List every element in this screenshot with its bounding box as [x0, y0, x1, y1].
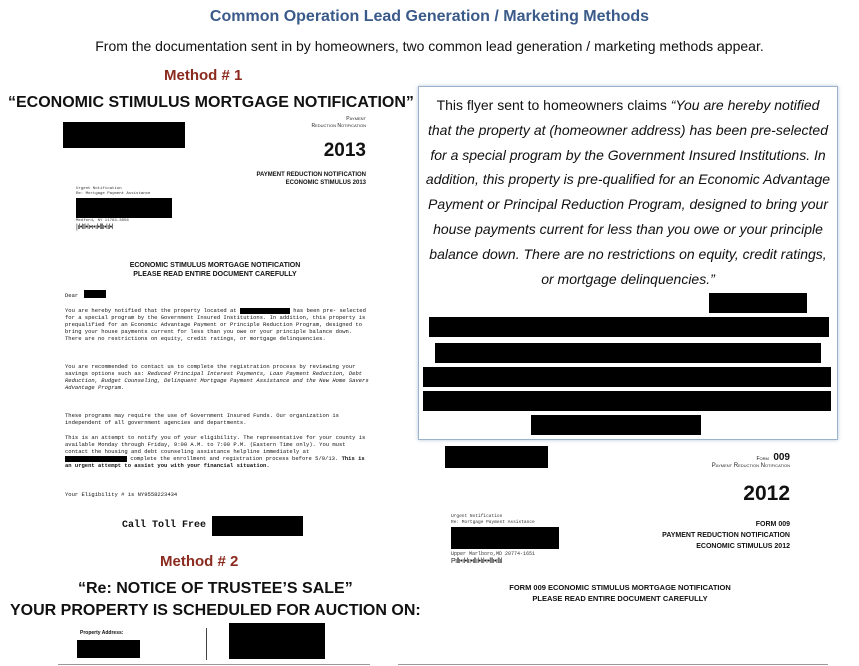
- letter-para1-a: You are hereby notified that the property located at: [65, 307, 237, 314]
- letter-para4-c: This is an urgent attempt to assist you with your financial situation.: [65, 455, 365, 469]
- letter-para2-a: You are recommended to contact us to complete the registration process by reviewing your savings options such as:: [65, 363, 356, 377]
- letter2-corner-line: Payment Reduction Notification: [711, 463, 790, 469]
- letter-addr-line2: Re: Mortgage Payment Assistance: [76, 192, 151, 196]
- page-edge-line: [398, 664, 828, 665]
- redaction-block: [65, 456, 127, 462]
- letter-para4: [65, 434, 370, 469]
- letter-para1-b: has been pre- selected for a special program by the Government Insured Institutions. In addition, this property is prequalified for an Economic Advantage Payment or Principle Reduction Program, designed to bring your house payments current for less than you owe or your principle balance down. There are no restrictions on equity, credit ratings, or mortgage delinquencies.: [65, 307, 366, 342]
- redaction-block: [63, 122, 185, 148]
- letter2-barcode: Pıllı•ıl•lıı•ıllıl•lıl•ı•lllı•ıllıl: [451, 558, 502, 565]
- letter-prn-line2: ECONOMIC STIMULUS 2013: [285, 180, 366, 186]
- redaction-block: [240, 308, 290, 314]
- letter-para4-b: complete the enrollment and registration process before 5/9/13.: [130, 455, 339, 462]
- redaction-block: [423, 367, 831, 387]
- callout-quote: “You are hereby notified that the property at (homeowner address) has been pre-selected for a special program by the Government Insured Institutions. In addition, this property is pre-qualified for an Economic Advantage Payment or Principal Reduction Program, designed to bring your house payments current for less than you owe or your principle balance down. There are no restrictions on equity, credit ratings, or mortgage delinquencies.”: [425, 97, 831, 287]
- letter-addr-city: Medford, NY 11763-3056: [76, 219, 129, 223]
- letter-para2: [65, 363, 370, 391]
- letter-corner-line2: Reduction Notification: [311, 123, 366, 129]
- letter2-form-prefix: Form: [756, 456, 769, 462]
- method-2-label: Method # 2: [160, 553, 239, 570]
- callout-lead: This flyer sent to homeowners claims: [436, 97, 667, 113]
- redaction-block: [451, 527, 559, 549]
- redaction-block: [84, 290, 106, 298]
- letter2-doc-title1: FORM 009 ECONOMIC STIMULUS MORTGAGE NOTIFICATION: [509, 583, 731, 592]
- letter-para4-a: This is an attempt to notify you of your eligibility. The representative for your county is available Monday through Friday, 9:00 A.M. to 7:00 P.M. (Eastern Time only). You must contact the housing and debt counseling assistance helpline immediately at: [65, 434, 366, 455]
- letter-para2-b: Reduced Principal Interest Payments, Loan Payment Reduction, Debt Reduction, Budget Counseling, Delinquent Mortgage Payment Assistance and the New Home Savers Advantage Program.: [65, 370, 369, 391]
- redaction-block: [429, 317, 829, 337]
- redaction-block: [77, 640, 140, 658]
- redaction-block: [709, 293, 807, 313]
- notice-divider: [206, 628, 207, 660]
- notice-property-address-label: Property Address:: [80, 630, 124, 636]
- page-subtitle: From the documentation sent in by homeowners, two common lead generation / marketing methods appear.: [95, 38, 764, 54]
- redaction-block: [445, 446, 548, 468]
- letter-year: 2013: [323, 140, 366, 161]
- redaction-block: [76, 198, 172, 218]
- letter2-form-line2: PAYMENT REDUCTION NOTIFICATION: [662, 532, 790, 539]
- letter-prn-line1: PAYMENT REDUCTION NOTIFICATION: [256, 172, 366, 178]
- page-title: Common Operation Lead Generation / Marketing Methods: [209, 8, 650, 25]
- redaction-block: [423, 391, 831, 411]
- letter-dear: Dear: [65, 292, 79, 299]
- letter-para3: These programs may require the use of Government Insured Funds. Our organization is independent of all government agencies and departments.: [65, 412, 339, 426]
- letter2-addr-line2: Re: Mortgage Payment Assistance: [451, 520, 535, 525]
- letter-para1: [65, 307, 370, 342]
- method-2-heading2: YOUR PROPERTY IS SCHEDULED FOR AUCTION ON:: [10, 602, 421, 619]
- letter-barcode: |ıl•lIl•lı•ı•ıl•lllı•lıl•l: [76, 224, 113, 231]
- method-1-heading: “ECONOMIC STIMULUS MORTGAGE NOTIFICATION”: [8, 94, 414, 111]
- redaction-block: [531, 415, 701, 435]
- letter2-doc-title2: PLEASE READ ENTIRE DOCUMENT CAREFULLY: [532, 594, 708, 603]
- callout-text: [425, 93, 831, 291]
- letter2-year: 2012: [743, 482, 790, 505]
- letter-doc-title2: PLEASE READ ENTIRE DOCUMENT CAREFULLY: [133, 271, 297, 278]
- letter2-addr-line1: Urgent Notification: [451, 514, 503, 519]
- flyer-claim-callout: [418, 86, 838, 440]
- letter-doc-title1: ECONOMIC STIMULUS MORTGAGE NOTIFICATION: [129, 262, 301, 269]
- redaction-block: [435, 343, 821, 363]
- letter-call-toll-free: Call Toll Free: [122, 520, 207, 531]
- letter-addr-line1: Urgent Notification: [76, 187, 122, 191]
- method-1-label: Method # 1: [164, 67, 243, 84]
- method-2-heading1: “Re: NOTICE OF TRUSTEE’S SALE”: [78, 580, 353, 597]
- redaction-block: [212, 516, 303, 536]
- letter-corner-line1: Payment: [346, 116, 366, 122]
- letter-eligibility: Your Eligibility # is NY9558223434: [65, 491, 178, 498]
- page-edge-line: [58, 664, 370, 665]
- letter2-addr-city: Upper Marlboro,MD 20774-1651: [451, 551, 536, 557]
- letter2-form-line3: ECONOMIC STIMULUS 2012: [696, 543, 790, 550]
- redaction-block: [229, 623, 325, 659]
- letter2-form-line1: FORM 009: [755, 521, 790, 528]
- letter2-form-no: 009: [773, 452, 790, 463]
